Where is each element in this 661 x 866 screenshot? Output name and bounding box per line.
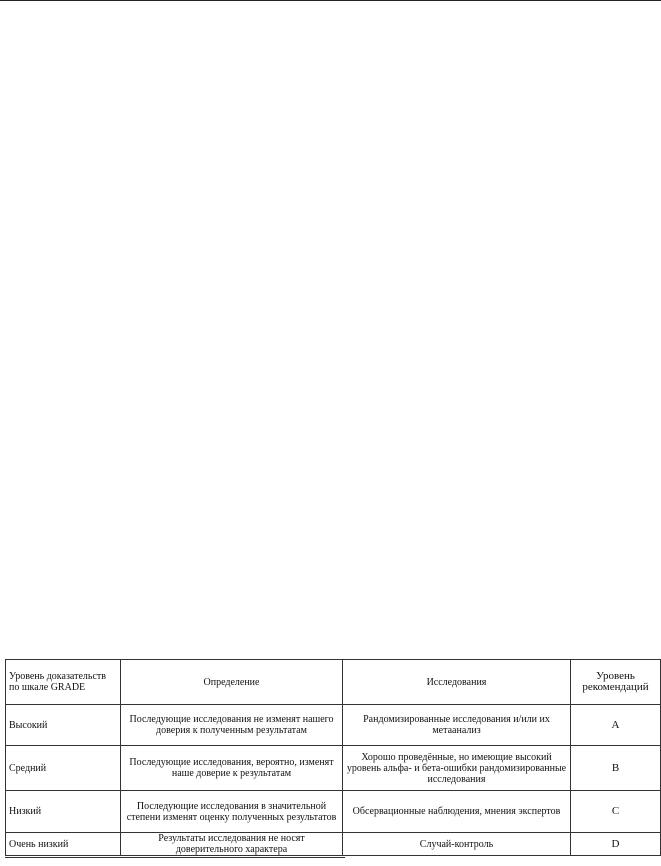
cell-evidence-level: Низкий (6, 791, 121, 833)
cell-recommendation: C (571, 791, 661, 833)
grade-evidence-table (5, 659, 661, 856)
cell-studies: Хорошо проведённые, но имеющие высокий уровень альфа- и бета-ошибки рандомизированные исследования (343, 746, 571, 791)
cell-definition: Последующие исследования не изменят нашего доверия к полученным результатам (121, 705, 343, 746)
cell-studies: Обсервационные наблюдения, мнения экспертов (343, 791, 571, 833)
cell-evidence-level: Очень низкий (6, 833, 121, 856)
header-recommendation-level: Уровень рекомендаций (571, 660, 661, 705)
cell-evidence-level: Средний (6, 746, 121, 791)
cell-definition: Результаты исследования не носят доверительного характера (121, 833, 343, 856)
cell-recommendation: D (571, 833, 661, 856)
table-row (6, 791, 661, 833)
cell-evidence-level: Высокий (6, 705, 121, 746)
cell-studies: Случай-контроль (343, 833, 571, 856)
cell-recommendation: A (571, 705, 661, 746)
table-row (6, 833, 661, 856)
header-definition: Определение (121, 660, 343, 705)
cell-studies: Рандомизированные исследования и/или их метаанализ (343, 705, 571, 746)
cell-definition: Последующие исследования в значительной степени изменят оценку полученных результатов (121, 791, 343, 833)
table-header-row (6, 660, 661, 705)
footnote-separator (5, 857, 345, 858)
cell-definition: Последующие исследования, вероятно, изменят наше доверие к результатам (121, 746, 343, 791)
table-row (6, 705, 661, 746)
header-studies: Исследования (343, 660, 571, 705)
page-top-rule (0, 0, 661, 1)
header-evidence-level: Уровень доказательств по шкале GRADE (6, 660, 121, 705)
cell-recommendation: B (571, 746, 661, 791)
table-row (6, 746, 661, 791)
